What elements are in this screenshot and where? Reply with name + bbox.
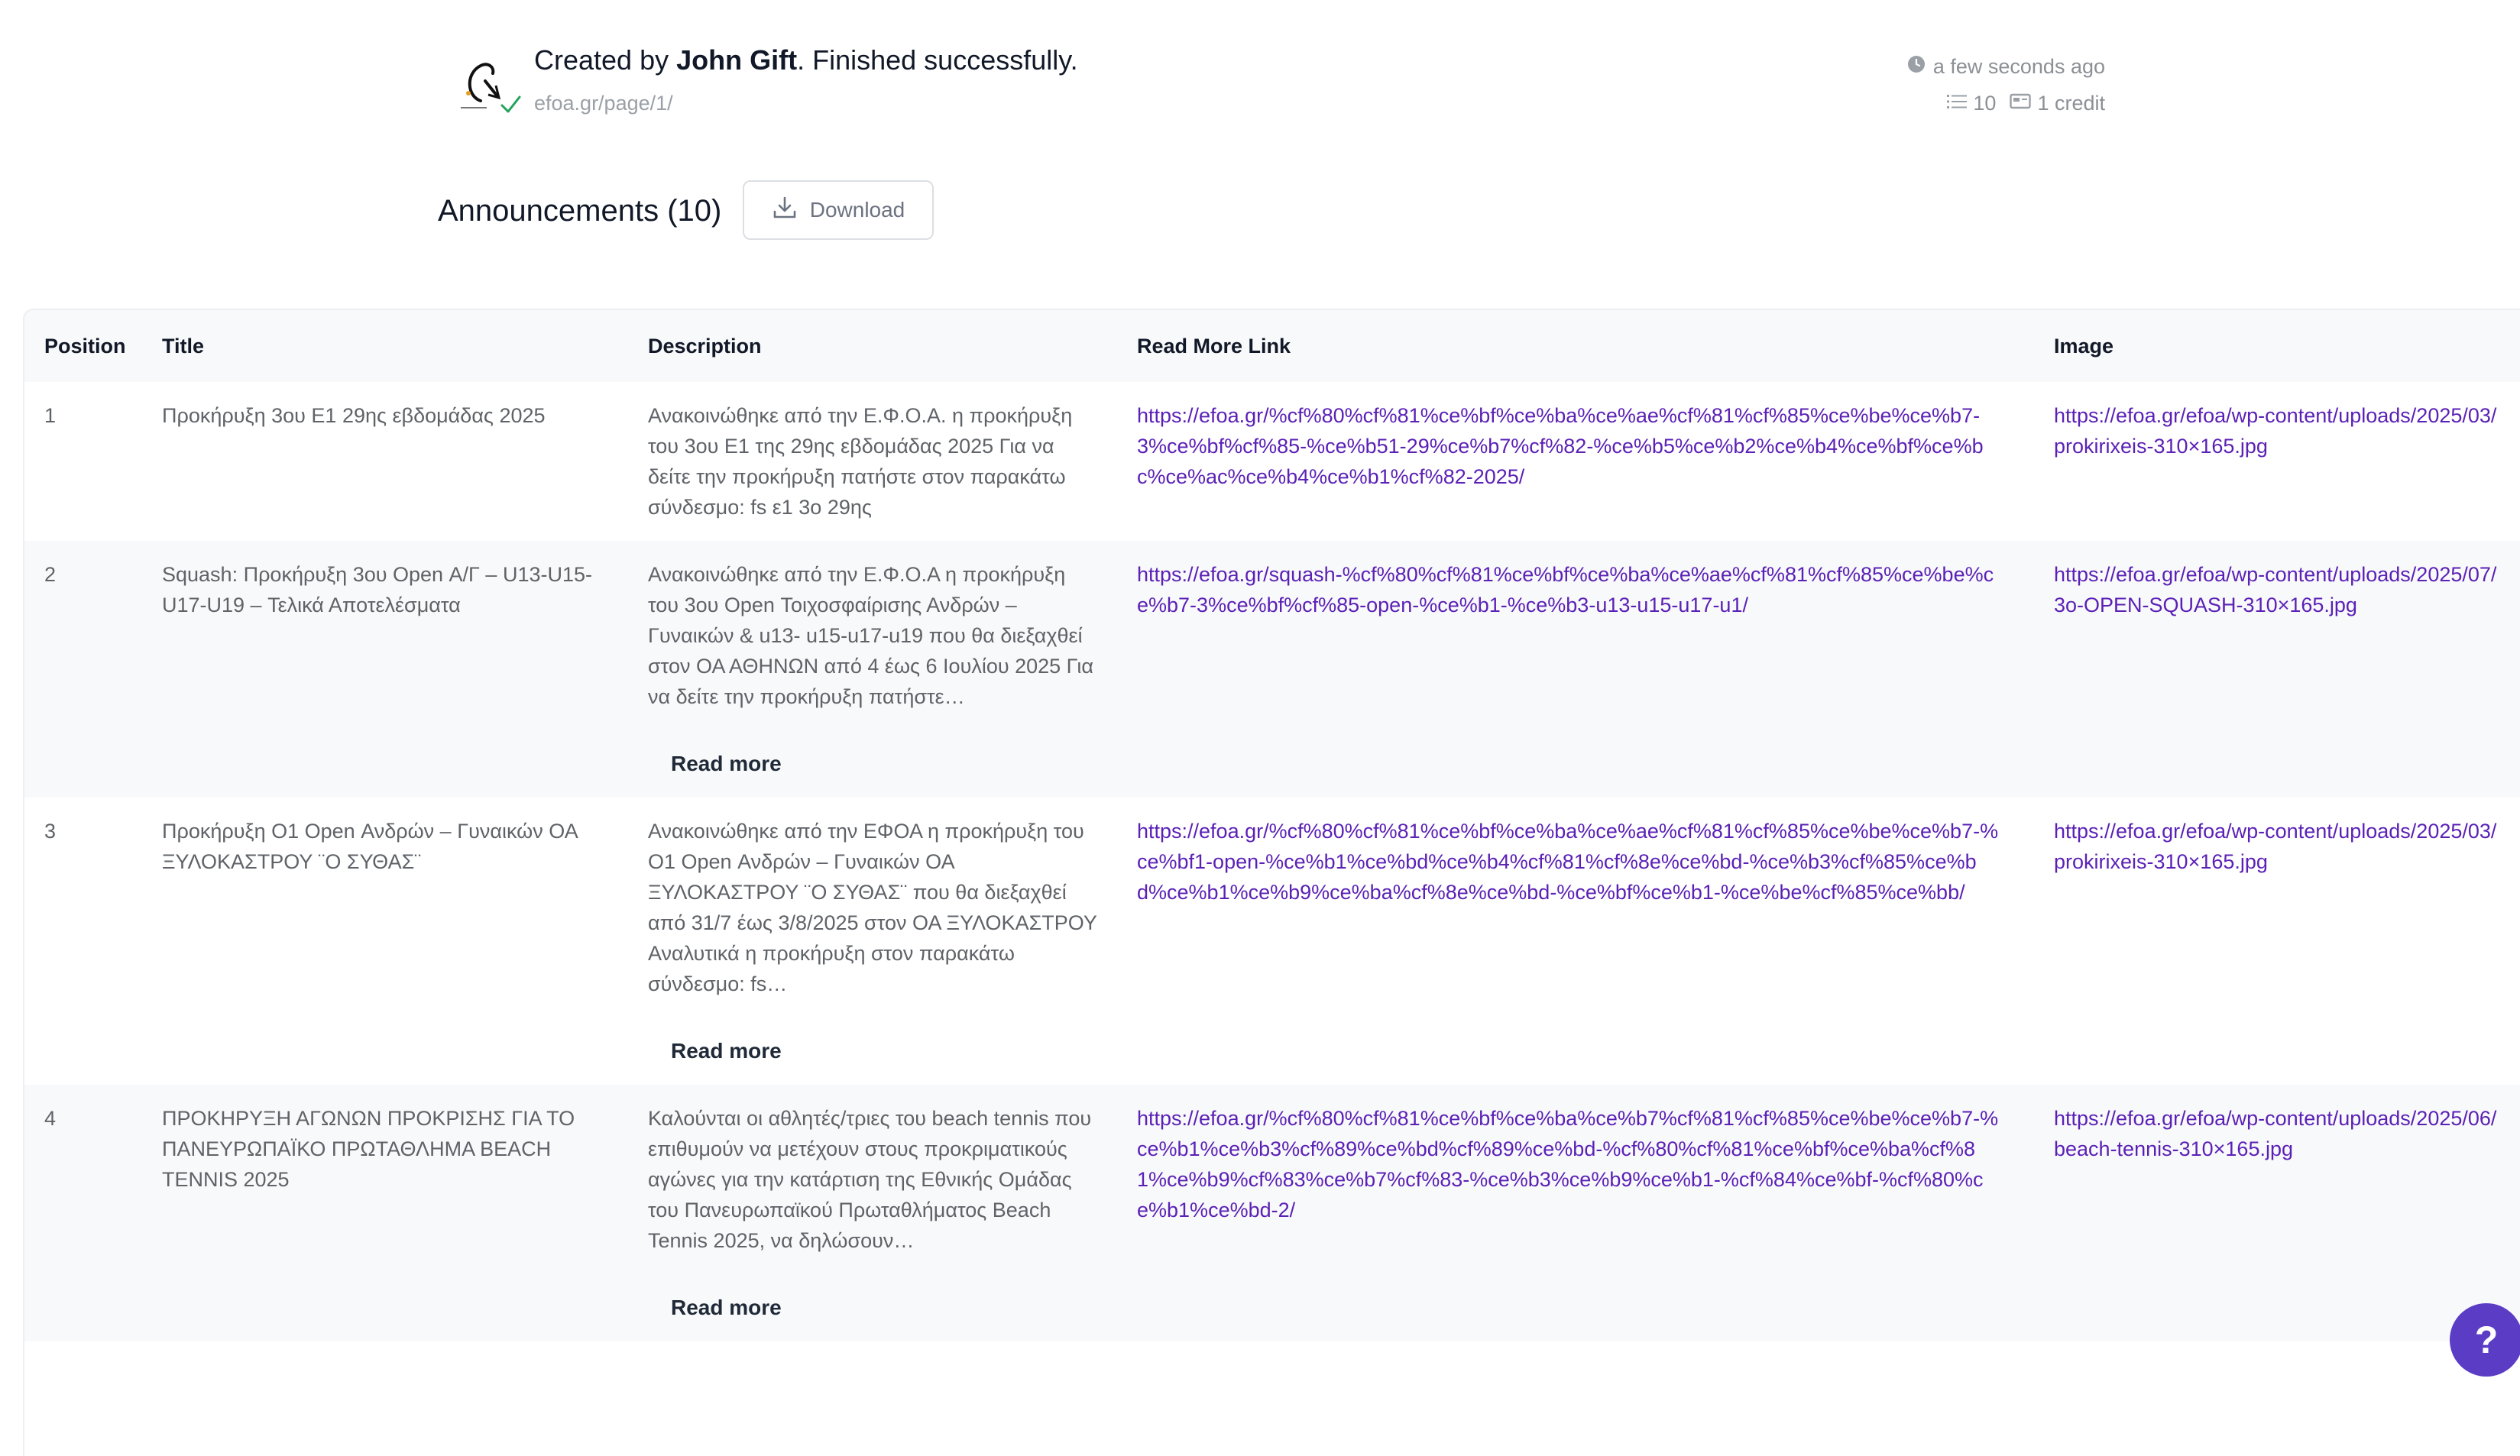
cell-description bbox=[628, 1085, 1117, 1341]
item-count: 10 bbox=[1973, 92, 1997, 115]
cell-image bbox=[2034, 798, 2520, 1085]
cell-title: Προκήρυξη Ο1 Open Ανδρών – Γυναικών ΟΑ ΞΥΛΟΚΑΣΤΡΟΥ ¨Ο ΣΥΘΑΣ¨ bbox=[162, 820, 578, 873]
cell-title: Squash: Προκήρυξη 3ου Open Α/Γ – U13-U15-U17-U19 – Τελικά Αποτελέσματα bbox=[162, 563, 592, 616]
cell-image bbox=[2034, 541, 2520, 798]
description-text: Ανακοινώθηκε από την Ε.Φ.Ο.Α. η προκήρυξη του 3ου Ε1 της 29ης εβδομάδας 2025 Για να δείτε την προκήρυξη πατήστε στον παρακάτω σύνδεσμο: fs ε1 3ο 29ης bbox=[648, 404, 1073, 519]
cell-read-more-link bbox=[1117, 798, 2034, 1085]
cell-title: Προκήρυξη 3ου Ε1 29ης εβδομάδας 2025 bbox=[162, 404, 546, 427]
cell-description bbox=[628, 382, 1117, 541]
table-row bbox=[24, 382, 2520, 541]
read-more-url[interactable]: https://efoa.gr/%cf%80%cf%81%ce%bf%ce%ba%ce%ae%cf%81%cf%85%ce%be%ce%b7-%ce%bf1-open-%ce%b1%ce%bd%ce%b4%cf%81%cf%8e%ce%bd-%ce%b3%cf%85%ce%bd%ce%b1%ce%b9%ce%ba%cf%8e%ce%bd-%ce%bf%ce%b1-%ce%be%cf%85%ce%bb/ bbox=[1137, 820, 1999, 904]
run-stats bbox=[1947, 92, 2105, 115]
column-header-title[interactable]: Title bbox=[162, 334, 205, 358]
help-button[interactable] bbox=[2450, 1303, 2520, 1377]
cell-description bbox=[628, 541, 1117, 798]
credit-card-icon bbox=[2010, 92, 2031, 115]
table-header-row bbox=[24, 310, 2520, 382]
source-url[interactable]: efoa.gr/page/1/ bbox=[534, 92, 673, 115]
download-button[interactable] bbox=[743, 180, 934, 240]
description-text: Ανακοινώθηκε από την Ε.Φ.Ο.Α η προκήρυξη του 3ου Open Τοιχοσφαίρισης Ανδρών – Γυναικών & u13- u15-u17-u19 που θα διεξαχθεί στον ΟΑ ΑΘΗΝΩΝ από 4 έως 6 Ιουλίου 2025 Για να δείτε την προκήρυξη πατήστε… bbox=[648, 563, 1094, 708]
cell-image bbox=[2034, 382, 2520, 541]
run-time bbox=[1907, 55, 2105, 79]
table-row bbox=[24, 798, 2520, 1085]
credit-count: 1 credit bbox=[2037, 92, 2105, 115]
run-title: Created by John Gift. Finished successfully. bbox=[534, 44, 1078, 76]
column-header-image[interactable]: Image bbox=[2054, 334, 2114, 358]
cell-position: 3 bbox=[44, 820, 57, 843]
cell-title: ΠΡΟΚΗΡΥΞΗ ΑΓΩΝΩΝ ΠΡΟΚΡΙΣΗΣ ΓΙΑ ΤΟ ΠΑΝΕΥΡΩΠΑΪΚΟ ΠΡΩΤΑΘΛΗΜΑ BEACH TENNIS 2025 bbox=[162, 1107, 575, 1191]
cell-read-more-link bbox=[1117, 541, 2034, 798]
read-more-url[interactable]: https://efoa.gr/squash-%cf%80%cf%81%ce%bf%ce%ba%ce%ae%cf%81%cf%85%ce%be%ce%b7-3%ce%bf%cf%85-open-%ce%b1-%ce%b3-u13-u15-u17-u1/ bbox=[1137, 563, 1994, 616]
author-name[interactable]: John Gift bbox=[676, 44, 798, 76]
question-mark-icon: ? bbox=[2474, 1318, 2499, 1361]
cell-image bbox=[2034, 1085, 2520, 1341]
read-more-button[interactable]: Read more bbox=[671, 752, 782, 775]
image-url[interactable]: https://efoa.gr/efoa/wp-content/uploads/2025/06/beach-tennis-310×165.jpg bbox=[2054, 1107, 2497, 1160]
download-icon bbox=[772, 195, 798, 226]
run-time-text: a few seconds ago bbox=[1932, 55, 2105, 78]
cell-read-more-link bbox=[1117, 382, 2034, 541]
image-url[interactable]: https://efoa.gr/efoa/wp-content/uploads/2025/03/prokirixeis-310×165.jpg bbox=[2054, 404, 2497, 458]
cell-description bbox=[628, 798, 1117, 1085]
results-table bbox=[23, 309, 2520, 1456]
section-title: Announcements (10) bbox=[438, 194, 722, 228]
description-text: Ανακοινώθηκε από την ΕΦΟΑ η προκήρυξη του Ο1 Open Ανδρών – Γυναικών ΟΑ ΞΥΛΟΚΑΣΤΡΟΥ ¨Ο ΣΥΘΑΣ¨ που θα διεξαχθεί από 31/7 έως 3/8/2025 στον ΟΑ ΞΥΛΟΚΑΣΤΡΟΥ Αναλυτικά η προκήρυξη στον παρακάτω σύνδεσμο: fs… bbox=[648, 820, 1097, 995]
description-text: Καλούνται οι αθλητές/τριες του beach tennis που επιθυμούν να μετέχουν στους προκριματικούς αγώνες για την κατάρτιση της Εθνικής Ομάδας του Πανευρωπαϊκού Πρωταθλήματος Beach Tennis 2025, να δηλώσουν… bbox=[648, 1107, 1092, 1252]
image-url[interactable]: https://efoa.gr/efoa/wp-content/uploads/2025/03/prokirixeis-310×165.jpg bbox=[2054, 820, 2497, 873]
read-more-button[interactable]: Read more bbox=[671, 1296, 782, 1319]
read-more-url[interactable]: https://efoa.gr/%cf%80%cf%81%ce%bf%ce%ba%ce%ae%cf%81%cf%85%ce%be%ce%b7-3%ce%bf%cf%85-%ce%b51-29%ce%b7%cf%82-%ce%b5%ce%b2%ce%b4%ce%bf%ce%bc%ce%ac%ce%b4%ce%b1%cf%82-2025/ bbox=[1137, 404, 1984, 488]
table-row bbox=[24, 1085, 2520, 1341]
read-more-button[interactable]: Read more bbox=[671, 1039, 782, 1063]
download-label: Download bbox=[809, 198, 905, 222]
success-check-icon bbox=[499, 93, 522, 120]
cell-position: 4 bbox=[44, 1107, 57, 1130]
image-url[interactable]: https://efoa.gr/efoa/wp-content/uploads/2025/07/3o-OPEN-SQUASH-310×165.jpg bbox=[2054, 563, 2497, 616]
column-header-read-more-link[interactable]: Read More Link bbox=[1137, 334, 1291, 358]
column-header-description[interactable]: Description bbox=[648, 334, 762, 358]
list-icon bbox=[1947, 92, 1967, 115]
table-row bbox=[24, 541, 2520, 798]
column-header-position[interactable]: Position bbox=[44, 334, 126, 358]
cell-position: 1 bbox=[44, 404, 57, 427]
read-more-url[interactable]: https://efoa.gr/%cf%80%cf%81%ce%bf%ce%ba%ce%b7%cf%81%cf%85%ce%be%ce%b7-%ce%b1%ce%b3%cf%89%ce%bd%cf%89%ce%bd-%cf%80%cf%81%ce%bf%ce%ba%cf%81%ce%b9%cf%83%ce%b7%cf%83-%ce%b3%ce%b9%ce%b1-%cf%84%ce%bf-%cf%80%ce%b1%ce%bd-2/ bbox=[1137, 1107, 1999, 1221]
clock-icon bbox=[1907, 55, 1926, 79]
cell-read-more-link bbox=[1117, 1085, 2034, 1341]
cell-position: 2 bbox=[44, 563, 57, 586]
run-header bbox=[438, 40, 2105, 131]
